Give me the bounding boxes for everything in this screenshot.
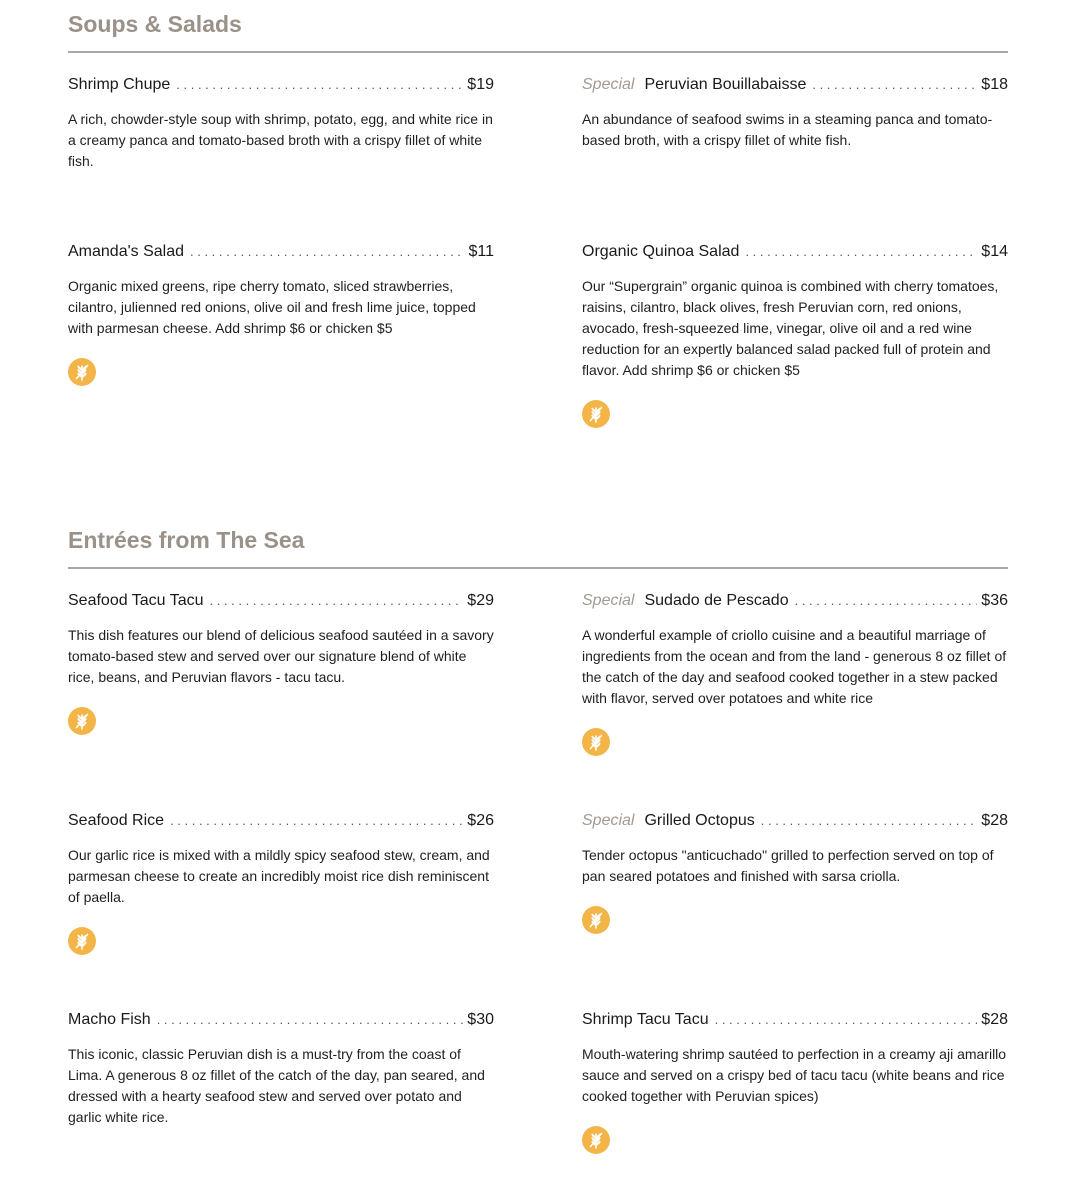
dot-leader	[761, 811, 978, 831]
menu-item-name: Shrimp Chupe	[68, 76, 171, 93]
menu-item	[582, 242, 1008, 381]
menu-item	[68, 591, 494, 688]
menu-item-header	[68, 1010, 494, 1030]
special-label: Special	[582, 76, 635, 93]
gluten-free-wheat-icon	[68, 707, 96, 735]
menu-item-name: Shrimp Tacu Tacu	[582, 1011, 709, 1028]
menu-item-header	[68, 75, 494, 95]
menu-item-price: $26	[467, 812, 494, 829]
gluten-free-wheat-icon	[68, 358, 96, 386]
menu-item-price: $18	[981, 76, 1008, 93]
section-divider	[68, 51, 1008, 53]
menu-item	[68, 75, 494, 172]
menu-item-header	[582, 811, 1008, 831]
menu-item-price: $28	[981, 1011, 1008, 1028]
menu-item-description: A rich, chowder-style soup with shrimp, potato, egg, and white rice in a creamy panca and tomato-based broth with a crispy fillet of white fish.	[68, 111, 493, 169]
menu-item-name: Amanda's Salad	[68, 243, 185, 260]
dot-leader	[176, 75, 463, 95]
dot-leader	[190, 242, 464, 262]
dot-leader	[812, 75, 977, 95]
menu-item	[582, 591, 1008, 709]
menu-item-name: Organic Quinoa Salad	[582, 243, 740, 260]
menu-item-name: Grilled Octopus	[644, 812, 755, 829]
section-divider	[68, 567, 1008, 569]
dot-leader	[170, 811, 463, 831]
menu-item-description: Our “Supergrain” organic quinoa is combined with cherry tomatoes, raisins, cilantro, black olives, fresh Peruvian corn, red onions, avocado, fresh-squeezed lime, vinegar, olive oil and a red wine reduction for an expertly balanced salad packed full of protein and flavor. Add shrimp $6 or chicken $5	[582, 278, 999, 378]
menu-item-price: $14	[981, 243, 1008, 260]
menu-item-price: $11	[468, 243, 494, 260]
dot-leader	[157, 1010, 464, 1030]
dot-leader	[210, 591, 464, 611]
menu-item-name: Seafood Rice	[68, 812, 165, 829]
menu-item-header	[68, 811, 494, 831]
special-label: Special	[582, 812, 635, 829]
menu-item-price: $36	[981, 592, 1008, 609]
menu-item-header	[68, 591, 494, 611]
menu-item-description: Tender octopus "anticuchado" grilled to perfection served on top of pan seared potatoes and finished with sarsa criolla.	[582, 847, 994, 884]
menu-item	[582, 811, 1008, 887]
gluten-free-wheat-icon	[582, 1126, 610, 1154]
menu-item-description: This dish features our blend of delicious seafood sautéed in a savory tomato-based stew and served over our signature blend of white rice, beans, and Peruvian flavors - tacu tacu.	[68, 627, 494, 685]
menu-item-price: $30	[467, 1011, 494, 1028]
menu-item	[582, 75, 1008, 151]
menu-item-name: Sudado de Pescado	[644, 592, 789, 609]
menu-item	[68, 242, 494, 339]
menu-item-description: Mouth-watering shrimp sautéed to perfection in a creamy aji amarillo sauce and served on a crispy bed of tacu tacu (white beans and rice cooked together with Peruvian spices)	[582, 1046, 1007, 1104]
gluten-free-wheat-icon	[582, 400, 610, 428]
menu-item-description: A wonderful example of criollo cuisine and a beautiful marriage of ingredients from the ocean and from the land - generous 8 oz fillet of the catch of the day and seafood cooked together in a stew packed with flavor, served over potatoes and white rice	[582, 627, 1007, 706]
menu-item	[582, 1010, 1008, 1107]
dot-leader	[715, 1010, 978, 1030]
menu-item-header	[582, 591, 1008, 611]
menu-item-name: Peruvian Bouillabaisse	[644, 76, 807, 93]
menu-item-description: Our garlic rice is mixed with a mildly spicy seafood stew, cream, and parmesan cheese to create an incredibly moist rice dish reminiscent of paella.	[68, 847, 490, 905]
dot-leader	[745, 242, 977, 262]
dot-leader	[795, 591, 978, 611]
special-label: Special	[582, 592, 635, 609]
menu-item-name: Macho Fish	[68, 1011, 151, 1028]
menu-item-header	[582, 1010, 1008, 1030]
menu-item-price: $19	[467, 76, 494, 93]
menu-item-description: An abundance of seafood swims in a steaming panca and tomato-based broth, with a crispy fillet of white fish.	[582, 111, 993, 148]
gluten-free-wheat-icon	[582, 728, 610, 756]
section-title: Soups & Salads	[68, 11, 242, 37]
gluten-free-wheat-icon	[582, 906, 610, 934]
menu-item-header	[582, 75, 1008, 95]
gluten-free-wheat-icon	[68, 927, 96, 955]
menu-item-description: This iconic, classic Peruvian dish is a must-try from the coast of Lima. A generous 8 oz fillet of the catch of the day, pan seared, and dressed with a hearty seafood stew and served over potato and garlic white rice.	[68, 1046, 485, 1125]
section-title: Entrées from The Sea	[68, 527, 305, 553]
menu-item-description: Organic mixed greens, ripe cherry tomato, sliced strawberries, cilantro, julienned red onions, olive oil and fresh lime juice, topped with parmesan cheese. Add shrimp $6 or chicken $5	[68, 278, 476, 336]
menu-item-price: $28	[981, 812, 1008, 829]
menu-item	[68, 1010, 494, 1128]
menu-item-name: Seafood Tacu Tacu	[68, 592, 204, 609]
menu-item-header	[582, 242, 1008, 262]
menu-item	[68, 811, 494, 908]
menu-item-header	[68, 242, 494, 262]
menu-item-price: $29	[467, 592, 494, 609]
